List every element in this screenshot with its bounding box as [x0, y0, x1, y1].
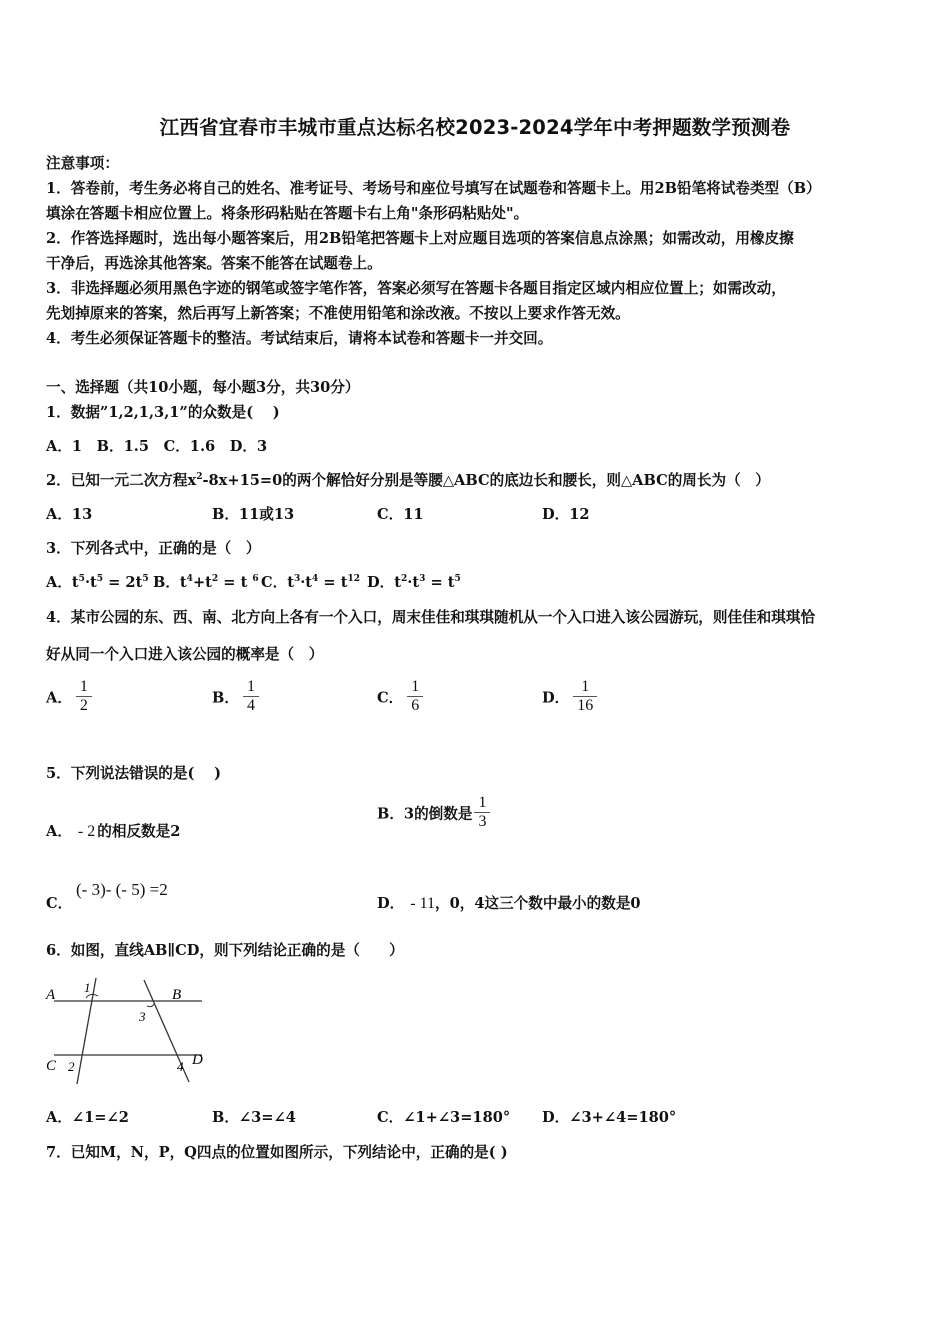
fraction-denominator: 6 — [411, 697, 420, 715]
fraction — [474, 794, 490, 832]
fraction-numerator: 1 — [478, 794, 487, 811]
fraction — [76, 678, 92, 716]
q3-option-c — [261, 571, 360, 592]
q3d-post: = t — [425, 574, 455, 591]
question-1-options: A．1 B．1.5 C．1.6 D．3 — [46, 438, 268, 455]
q3c-sup3: 12 — [347, 574, 360, 584]
q5a-text: 的相反数是2 — [97, 823, 181, 840]
q3-option-b — [153, 571, 259, 592]
q3a-pre: A．t — [46, 574, 79, 591]
angle-3-arc — [147, 1004, 154, 1007]
fraction-denominator: 3 — [478, 813, 487, 831]
q3d-sup3: 5 — [454, 574, 461, 584]
q3b-mid: +t — [192, 574, 212, 591]
notice-line: 1．答卷前，考生务必将自己的姓名、准考证号、考场号和座位号填写在试题卷和答题卡上。用2B铅笔将试卷类型（B） — [46, 180, 821, 197]
q6-option-b: B．∠3=∠4 — [212, 1109, 296, 1126]
q3b-pre: B．t — [153, 574, 187, 591]
fraction-numerator: 1 — [411, 678, 420, 695]
label-angle-1: 1 — [84, 980, 91, 995]
q5-option-c-label: C． — [46, 895, 73, 912]
q5-option-d — [377, 892, 641, 913]
q3b-sup2: 2 — [211, 574, 219, 584]
notice-heading: 注意事项： — [46, 155, 119, 172]
q3d-pre: D．t — [367, 574, 401, 591]
q4-option-b — [212, 678, 259, 716]
q3a-sup3: 5 — [142, 574, 149, 584]
question-3-stem: 3．下列各式中，正确的是（ ） — [46, 540, 261, 557]
q3d-sup1: 2 — [401, 574, 408, 584]
q4d-label: D． — [542, 689, 570, 707]
q3c-mid: ·t — [300, 574, 313, 591]
notice-line: 填涂在答题卡相应位置上。将条形码粘贴在答题卡右上角"条形码粘贴处"。 — [46, 205, 529, 222]
q3a-mid: ·t — [84, 574, 97, 591]
q2-option-c: C．11 — [377, 506, 424, 523]
q2-option-b: B．11或13 — [212, 506, 295, 523]
q5d-label: D． — [377, 895, 405, 912]
q6-option-a: A．∠1=∠2 — [46, 1109, 129, 1126]
question-4-stem-line2: 好从同一个入口进入该公园的概率是（ ） — [46, 646, 324, 663]
question-4-stem-line1: 4．某市公园的东、西、南、北方向上各有一个入口，周末佳佳和琪琪随机从一个入口进入该公园游玩，则佳佳和琪琪恰 — [46, 609, 816, 626]
fraction-numerator: 1 — [246, 678, 255, 695]
q3b-post: = t — [218, 574, 253, 591]
label-angle-2: 2 — [68, 1059, 75, 1074]
q2-option-d: D．12 — [542, 506, 590, 523]
question-1-stem: 1．数据”1,2,1,3,1”的众数是( ) — [46, 404, 280, 421]
label-c: C — [46, 1058, 57, 1074]
q5b-label: B．3的倒数是 — [377, 805, 473, 823]
question-2-stem — [46, 469, 916, 490]
q3a-post: = 2t — [103, 574, 143, 591]
notice-line: 2．作答选择题时，选出每小题答案后，用2B铅笔把答题卡上对应题目选项的答案信息点涂黑；如需改动，用橡皮擦 — [46, 230, 794, 247]
q3-option-a — [46, 571, 149, 592]
q5-option-a — [46, 820, 180, 841]
label-d: D — [192, 1052, 203, 1068]
q2-stem-sup: 2 — [196, 472, 203, 482]
q3b-sup1: 4 — [186, 574, 193, 584]
question-6-stem: 6．如图，直线AB∥CD，则下列结论正确的是（ ） — [46, 942, 404, 959]
q3d-mid: ·t — [407, 574, 420, 591]
fraction — [407, 678, 423, 716]
q4-option-a — [46, 678, 92, 716]
question-7-stem: 7．已知M，N，P，Q四点的位置如图所示，下列结论中，正确的是( ) — [46, 1144, 508, 1161]
fraction-denominator: 16 — [577, 697, 594, 715]
q3a-sup1: 5 — [78, 574, 85, 584]
notice-line: 干净后，再选涂其他答案。答案不能答在试题卷上。 — [46, 255, 382, 272]
q3c-sup1: 3 — [293, 574, 301, 584]
q4c-label: C． — [377, 689, 404, 707]
fraction-numerator: 1 — [581, 678, 590, 695]
q3c-post: = t — [318, 574, 348, 591]
fraction — [243, 678, 259, 716]
parallel-lines-figure — [44, 974, 210, 1090]
notice-line: 先划掉原来的答案，然后再写上新答案；不准使用铅笔和涂改液。不按以上要求作答无效。 — [46, 305, 630, 322]
question-5-stem: 5．下列说法错误的是( ) — [46, 765, 221, 782]
q6-option-d: D．∠3+∠4=180° — [542, 1109, 677, 1126]
q5a-label: A． — [46, 823, 72, 840]
q4-option-d — [542, 678, 597, 716]
q5-option-b — [377, 794, 490, 832]
label-a: A — [46, 987, 56, 1003]
q4a-label: A． — [46, 689, 72, 707]
fraction-denominator: 4 — [246, 697, 255, 715]
q2-stem-a: 2．已知一元二次方程x — [46, 472, 197, 489]
notice-line: 4．考生必须保证答题卡的整洁。考试结束后，请将本试卷和答题卡一并交回。 — [46, 330, 553, 347]
q3c-sup2: 4 — [312, 574, 319, 584]
notice-line: 3．非选择题必须用黑色字迹的钢笔或签字笔作答，答案必须写在答题卡各题目指定区域内相应位置上；如需改动， — [46, 280, 786, 297]
q3a-sup2: 5 — [96, 574, 104, 584]
page-title: 江西省宜春市丰城市重点达标名校2023-2024学年中考押题数学预测卷 — [159, 116, 791, 139]
fraction — [573, 678, 597, 716]
q3d-sup2: 3 — [419, 574, 426, 584]
q5a-math: - 2 — [77, 823, 96, 840]
fraction-numerator: 1 — [79, 678, 88, 695]
section-heading: 一、选择题（共10小题，每小题3分，共30分） — [46, 379, 360, 396]
q5d-math: - 11 — [410, 895, 435, 912]
q2-stem-b: -8x+15=0的两个解恰好分别是等腰△ABC的底边长和腰长，则△ABC的周长为（ ） — [202, 472, 770, 489]
q5-option-c-math: (- 3)- (- 5) =2 — [76, 880, 168, 899]
q4-option-c — [377, 678, 423, 716]
q3c-pre: C．t — [261, 574, 294, 591]
q3-option-d — [367, 571, 461, 592]
label-angle-4: 4 — [177, 1059, 184, 1074]
fraction-denominator: 2 — [79, 697, 88, 715]
q2-option-a: A．13 — [46, 506, 93, 523]
label-b: B — [172, 987, 182, 1003]
q3b-sup3: 6 — [252, 574, 259, 584]
label-angle-3: 3 — [139, 1009, 146, 1024]
q6-option-c: C．∠1+∠3=180° — [377, 1109, 511, 1126]
q4b-label: B． — [212, 689, 239, 707]
q5d-text: ，0，4这三个数中最小的数是0 — [434, 895, 641, 912]
